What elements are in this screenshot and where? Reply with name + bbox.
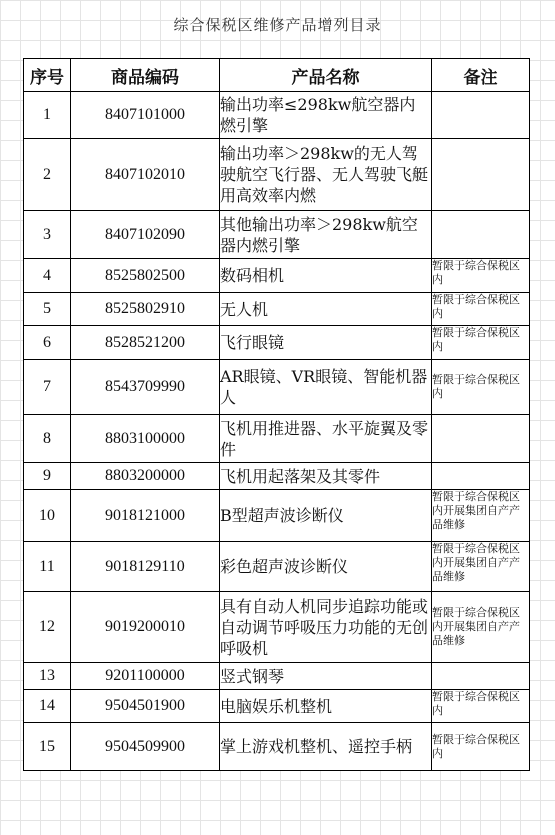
cell-note: 暂限于综合保税区内 <box>432 360 530 415</box>
product-catalog-table <box>23 58 530 771</box>
cell-note <box>432 663 530 690</box>
cell-name: 飞机用起落架及其零件 <box>220 463 432 490</box>
cell-note <box>432 211 530 259</box>
cell-code: 8407102090 <box>71 211 220 259</box>
cell-seq: 10 <box>24 490 71 542</box>
cell-name: B型超声波诊断仪 <box>220 490 432 542</box>
cell-seq: 8 <box>24 415 71 463</box>
cell-seq: 9 <box>24 463 71 490</box>
table-row <box>24 326 530 360</box>
cell-seq: 1 <box>24 92 71 139</box>
table-row <box>24 463 530 490</box>
cell-note: 暂限于综合保税区内开展集团自产产品维修 <box>432 490 530 542</box>
cell-name: 竖式钢琴 <box>220 663 432 690</box>
cell-note: 暂限于综合保税区内 <box>432 326 530 360</box>
cell-name: 掌上游戏机整机、遥控手柄 <box>220 723 432 771</box>
table-row <box>24 592 530 663</box>
cell-note <box>432 415 530 463</box>
cell-code: 9018121000 <box>71 490 220 542</box>
table-row <box>24 663 530 690</box>
table-row <box>24 139 530 211</box>
table-row <box>24 415 530 463</box>
table-row <box>24 211 530 259</box>
cell-code: 8525802910 <box>71 293 220 326</box>
cell-note <box>432 139 530 211</box>
cell-seq: 13 <box>24 663 71 690</box>
cell-seq: 15 <box>24 723 71 771</box>
cell-note: 暂限于综合保税区内 <box>432 259 530 293</box>
cell-code: 9504509900 <box>71 723 220 771</box>
header-code: 商品编码 <box>71 59 220 92</box>
cell-name: 输出功率＞298kw的无人驾驶航空飞行器、无人驾驶飞艇用高效率内燃 <box>220 139 432 211</box>
cell-name: 飞行眼镜 <box>220 326 432 360</box>
cell-seq: 14 <box>24 690 71 723</box>
cell-note: 暂限于综合保税区内 <box>432 293 530 326</box>
table-row <box>24 723 530 771</box>
cell-note: 暂限于综合保税区内 <box>432 723 530 771</box>
cell-name: 飞机用推进器、水平旋翼及零件 <box>220 415 432 463</box>
cell-code: 9504501900 <box>71 690 220 723</box>
cell-seq: 6 <box>24 326 71 360</box>
header-name: 产品名称 <box>220 59 432 92</box>
table-row <box>24 360 530 415</box>
cell-note: 暂限于综合保税区内 <box>432 690 530 723</box>
cell-seq: 4 <box>24 259 71 293</box>
table-row <box>24 690 530 723</box>
cell-seq: 11 <box>24 542 71 592</box>
cell-seq: 3 <box>24 211 71 259</box>
cell-name: 数码相机 <box>220 259 432 293</box>
cell-name: 其他输出功率＞298kw航空器内燃引擎 <box>220 211 432 259</box>
cell-code: 8803200000 <box>71 463 220 490</box>
cell-code: 8525802500 <box>71 259 220 293</box>
cell-code: 8407102010 <box>71 139 220 211</box>
table-row <box>24 490 530 542</box>
cell-code: 8543709990 <box>71 360 220 415</box>
cell-code: 8528521200 <box>71 326 220 360</box>
table-row <box>24 542 530 592</box>
cell-code: 9018129110 <box>71 542 220 592</box>
cell-note <box>432 92 530 139</box>
cell-seq: 7 <box>24 360 71 415</box>
table-row <box>24 92 530 139</box>
cell-seq: 5 <box>24 293 71 326</box>
table-header-row <box>24 59 530 92</box>
cell-note: 暂限于综合保税区内开展集团自产产品维修 <box>432 542 530 592</box>
cell-note: 暂限于综合保税区内开展集团自产产品维修 <box>432 592 530 663</box>
header-seq: 序号 <box>24 59 71 92</box>
cell-name: 具有自动人机同步追踪功能或自动调节呼吸压力功能的无创呼吸机 <box>220 592 432 663</box>
document-title: 综合保税区维修产品增列目录 <box>173 16 382 34</box>
cell-code: 8803100000 <box>71 415 220 463</box>
cell-code: 9201100000 <box>71 663 220 690</box>
cell-name: 输出功率≤298kw航空器内燃引擎 <box>220 92 432 139</box>
table-row <box>24 259 530 293</box>
cell-seq: 12 <box>24 592 71 663</box>
cell-name: 无人机 <box>220 293 432 326</box>
cell-name: 彩色超声波诊断仪 <box>220 542 432 592</box>
cell-code: 8407101000 <box>71 92 220 139</box>
table-row <box>24 293 530 326</box>
cell-code: 9019200010 <box>71 592 220 663</box>
header-note: 备注 <box>432 59 530 92</box>
cell-name: 电脑娱乐机整机 <box>220 690 432 723</box>
cell-seq: 2 <box>24 139 71 211</box>
cell-name: AR眼镜、VR眼镜、智能机器人 <box>220 360 432 415</box>
cell-note <box>432 463 530 490</box>
